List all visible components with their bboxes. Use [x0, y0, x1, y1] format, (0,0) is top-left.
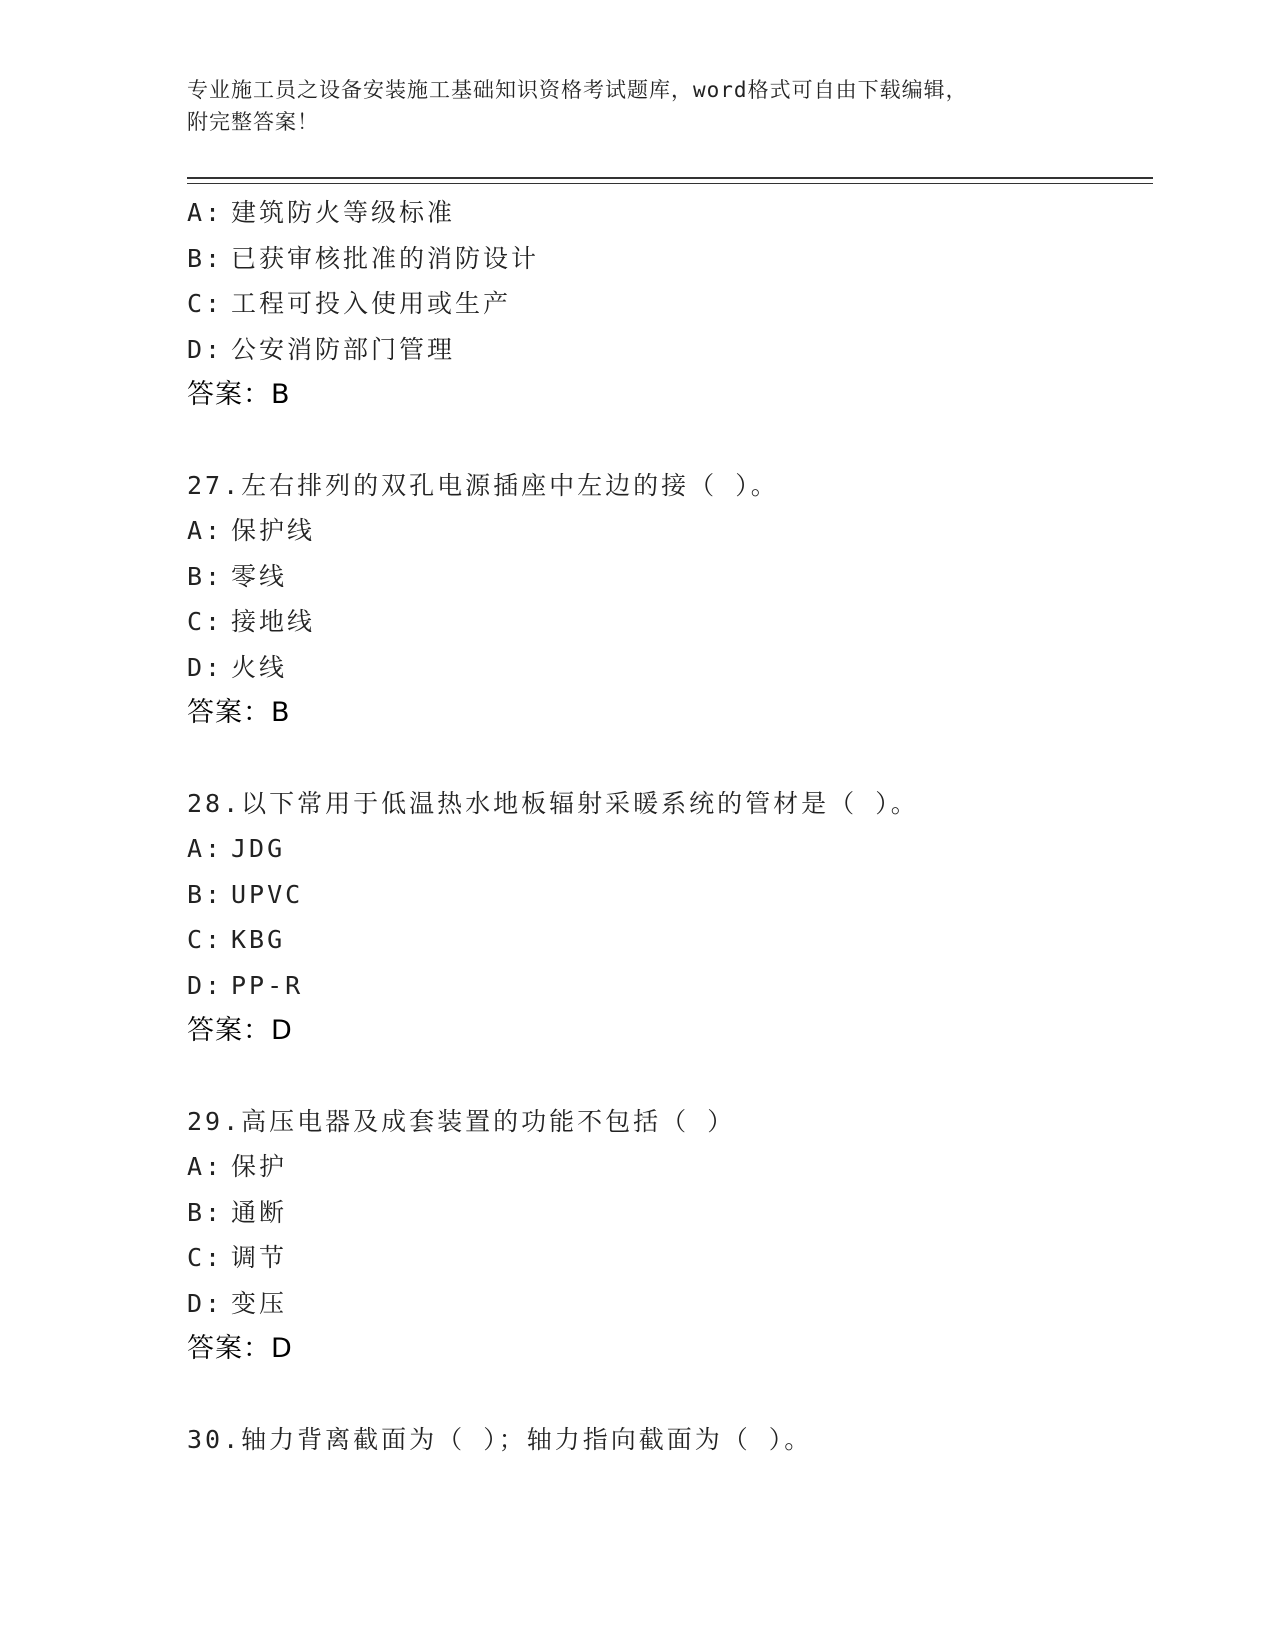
question-26	[187, 190, 1147, 418]
option-c: C: KBG	[187, 925, 286, 954]
option-c: C: 接地线	[187, 607, 316, 636]
question-stem: 27.左右排列的双孔电源插座中左边的接（ ）。	[187, 470, 779, 500]
question-27	[187, 463, 1147, 736]
option-c: C: 工程可投入使用或生产	[187, 289, 512, 318]
answer-line: 答案：D	[187, 1333, 293, 1364]
question-29	[187, 1099, 1147, 1372]
question-stem: 30.轴力背离截面为（ ）；轴力指向截面为（ ）。	[187, 1424, 813, 1454]
option-b: B: 通断	[187, 1197, 288, 1227]
option-a: A: 建筑防火等级标准	[187, 198, 456, 227]
question-stem: 29.高压电器及成套装置的功能不包括（ ）	[187, 1106, 736, 1136]
option-a: A: JDG	[187, 834, 286, 863]
option-d: D: PP-R	[187, 970, 304, 1000]
option-a: A: 保护	[187, 1152, 288, 1181]
header-divider-thick	[187, 177, 1153, 179]
option-d: D: 火线	[187, 652, 288, 682]
header-line-1: 专业施工员之设备安装施工基础知识资格考试题库，word格式可自由下载编辑，	[187, 78, 968, 102]
header-line-2: 附完整答案！	[187, 110, 319, 134]
option-b: B: 已获审核批准的消防设计	[187, 243, 540, 273]
option-b: B: 零线	[187, 561, 288, 591]
header-divider-thin	[187, 183, 1153, 184]
question-stem: 28.以下常用于低温热水地板辐射采暖系统的管材是（ ）。	[187, 788, 919, 818]
answer-line: 答案：B	[187, 697, 291, 728]
option-d: D: 变压	[187, 1288, 288, 1318]
option-c: C: 调节	[187, 1243, 288, 1272]
document-header	[187, 74, 1067, 138]
option-d: D: 公安消防部门管理	[187, 334, 456, 364]
question-list	[187, 190, 1147, 1462]
question-30	[187, 1417, 1147, 1463]
option-b: B: UPVC	[187, 879, 304, 909]
answer-line: 答案：B	[187, 379, 291, 410]
option-a: A: 保护线	[187, 516, 316, 545]
answer-line: 答案：D	[187, 1015, 293, 1046]
question-28	[187, 781, 1147, 1054]
